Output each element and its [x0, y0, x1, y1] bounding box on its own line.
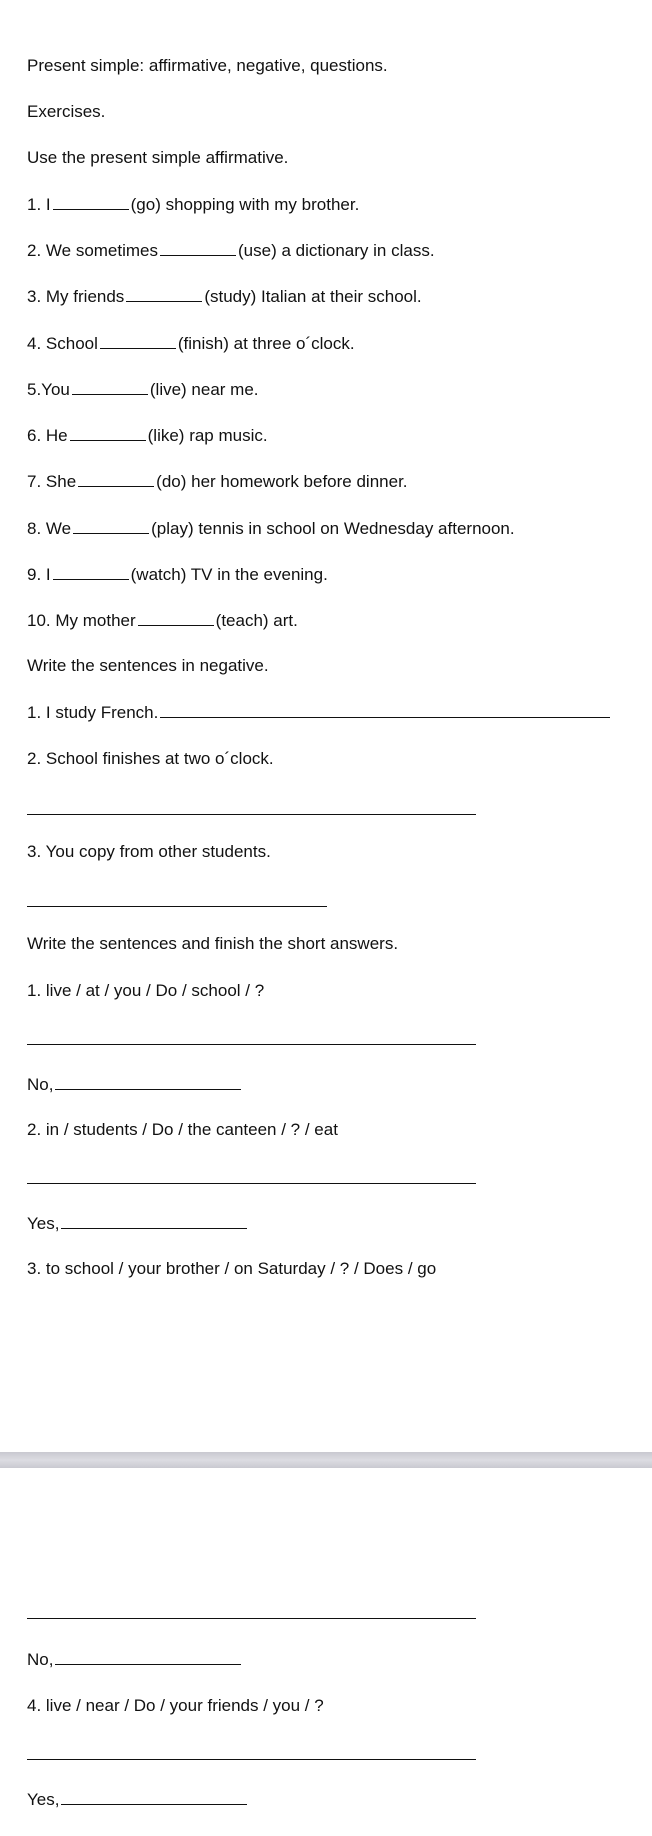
exercise-item-8	[27, 517, 515, 540]
answer-line[interactable]	[27, 1618, 476, 1619]
fill-in-blank[interactable]	[70, 424, 146, 441]
item-prefix: 8. We	[27, 519, 72, 538]
section3-instruction: Write the sentences and finish the short answers.	[27, 934, 399, 953]
answer-line[interactable]	[27, 1183, 476, 1184]
negative-item-3: 3. You copy from other students.	[27, 842, 271, 861]
answer-line[interactable]	[27, 1759, 476, 1760]
question-prompt-2: 2. in / students / Do / the canteen / ? / eat	[27, 1120, 338, 1139]
exercise-item-2	[27, 239, 435, 262]
item-prefix: 5.You	[27, 380, 70, 399]
item-suffix: (like) rap music.	[147, 426, 268, 445]
answer-blank[interactable]	[61, 1212, 247, 1229]
item-suffix: (teach) art.	[215, 611, 298, 630]
question-prompt-3: 3. to school / your brother / on Saturday / ? / Does / go	[27, 1259, 437, 1278]
section2-instruction: Write the sentences in negative.	[27, 656, 269, 675]
answer-blank[interactable]	[61, 1788, 247, 1805]
short-answer-label: Yes,	[27, 1790, 60, 1809]
fill-in-blank[interactable]	[72, 378, 148, 395]
short-answer-2	[27, 1212, 249, 1235]
page-break	[0, 1452, 652, 1468]
fill-in-blank[interactable]	[100, 332, 176, 349]
question-prompt-1: 1. live / at / you / Do / school / ?	[27, 981, 265, 1000]
fill-in-blank[interactable]	[160, 239, 236, 256]
fill-in-blank[interactable]	[78, 470, 154, 487]
short-answer-label: Yes,	[27, 1214, 60, 1233]
answer-line[interactable]	[27, 1044, 476, 1045]
item-prefix: 3. My friends	[27, 287, 125, 306]
short-answer-label: No,	[27, 1650, 54, 1669]
negative-item-2: 2. School finishes at two o´clock.	[27, 749, 274, 768]
item-suffix: (live) near me.	[149, 380, 259, 399]
worksheet-subtitle: Exercises.	[27, 102, 106, 121]
answer-line[interactable]	[27, 906, 327, 907]
question-prompt-4: 4. live / near / Do / your friends / you / ?	[27, 1696, 324, 1715]
item-suffix: (use) a dictionary in class.	[238, 241, 435, 260]
short-answer-4	[27, 1788, 249, 1811]
fill-in-blank[interactable]	[53, 193, 129, 210]
fill-in-blank[interactable]	[53, 563, 129, 580]
item-suffix: (watch) TV in the evening.	[130, 565, 328, 584]
worksheet-title: Present simple: affirmative, negative, questions.	[27, 56, 388, 75]
item-suffix: (study) Italian at their school.	[204, 287, 422, 306]
exercise-item-6	[27, 424, 268, 447]
fill-in-blank[interactable]	[73, 517, 149, 534]
fill-in-blank[interactable]	[126, 285, 202, 302]
section1-instruction: Use the present simple affirmative.	[27, 148, 289, 167]
answer-blank[interactable]	[55, 1073, 241, 1090]
exercise-item-9	[27, 563, 328, 586]
item-suffix: (play) tennis in school on Wednesday afternoon.	[151, 519, 515, 538]
item-prefix: 4. School	[27, 334, 98, 353]
exercise-item-5	[27, 378, 259, 401]
exercise-item-10	[27, 609, 298, 632]
negative-sentence: 1. I study French.	[27, 703, 159, 722]
answer-line[interactable]	[27, 814, 476, 815]
exercise-item-3	[27, 285, 422, 308]
item-prefix: 10. My mother	[27, 611, 136, 630]
negative-item-1	[27, 701, 612, 724]
exercise-item-7	[27, 470, 408, 493]
worksheet-page-2	[0, 1468, 652, 1836]
fill-in-blank[interactable]	[138, 609, 214, 626]
short-answer-1	[27, 1073, 243, 1096]
exercise-item-1	[27, 193, 359, 216]
item-prefix: 9. I	[27, 565, 51, 584]
item-suffix: (do) her homework before dinner.	[156, 472, 408, 491]
item-suffix: (finish) at three o´clock.	[177, 334, 355, 353]
item-prefix: 7. She	[27, 472, 77, 491]
item-suffix: (go) shopping with my brother.	[130, 195, 360, 214]
item-prefix: 1. I	[27, 195, 51, 214]
answer-blank[interactable]	[55, 1648, 241, 1665]
item-prefix: 6. He	[27, 426, 68, 445]
short-answer-label: No,	[27, 1075, 54, 1094]
item-prefix: 2. We sometimes	[27, 241, 159, 260]
answer-blank[interactable]	[160, 701, 610, 718]
exercise-item-4	[27, 332, 355, 355]
short-answer-3	[27, 1648, 243, 1671]
